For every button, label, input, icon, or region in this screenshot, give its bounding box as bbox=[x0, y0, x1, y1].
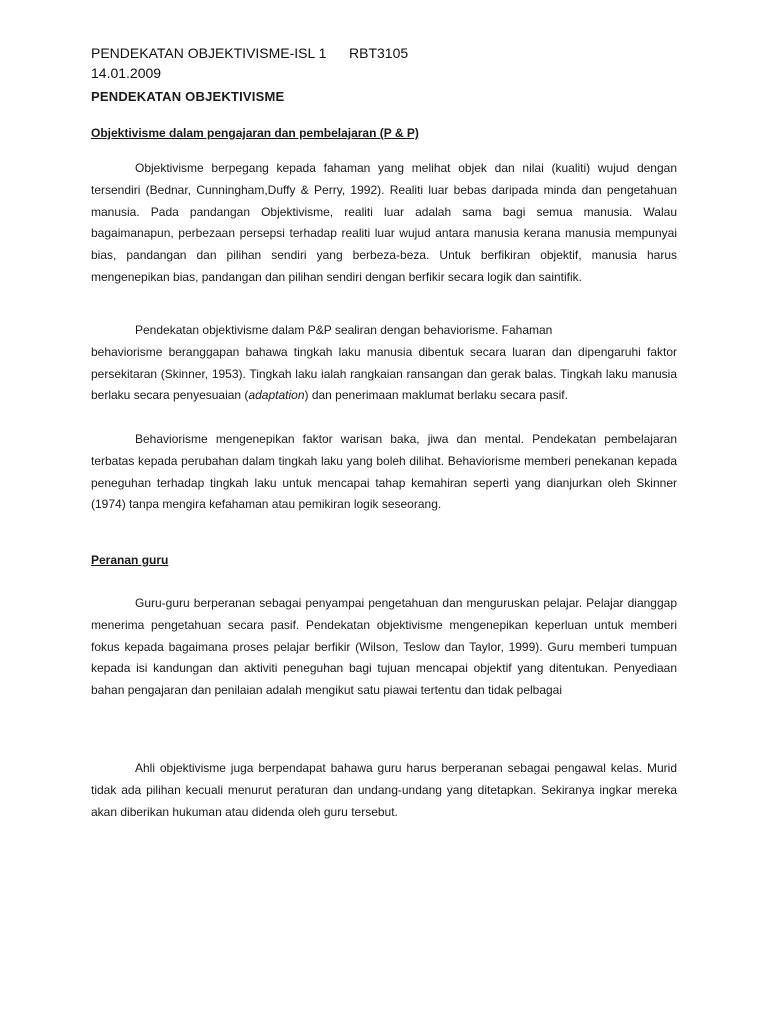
paragraph-3 bbox=[91, 429, 677, 516]
paragraph-3-text: Behaviorisme mengenepikan faktor warisan baka, jiwa dan mental. Pendekatan pembelajaran terbatas kepada perubahan dalam tingkah laku yang boleh dilihat. Behaviorisme memberi penekanan kepada peneguhan terhadap tingkah laku untuk mencapai tahap kemahiran seperti yang dianjurkan oleh Skinner (1974) tanpa mengira kefahaman atau pemikiran logik seseorang. bbox=[91, 432, 677, 512]
header-doc-title: PENDEKATAN OBJEKTIVISME-ISL 1 bbox=[91, 45, 327, 61]
paragraph-2 bbox=[91, 320, 677, 407]
paragraph-1-text: Objektivisme berpegang kepada fahaman yang melihat objek dan nilai (kualiti) wujud dengan tersendiri (Bednar, Cunningham,Duffy & Perry, 1992). Realiti luar bebas daripada minda dan pengetahuan manusia. Pada pandangan Objektivisme, realiti luar adalah sama bagi semua manusia. Walau bagaimanapun, perbezaan persepsi terhadap realiti luar wujud antara manusia kerana manusia mempunyai bias, pandangan dan pilihan sendiri yang berbeza-beza. Untuk berfikiran objektif, manusia harus mengenepikan bias, pandangan dan pilihan sendiri dengan berfikir secara logik dan saintifik. bbox=[91, 161, 677, 284]
paragraph-1 bbox=[91, 158, 677, 289]
paragraph-4 bbox=[91, 593, 677, 702]
paragraph-2-italic: adaptation bbox=[248, 388, 305, 403]
paragraph-2-line1: Pendekatan objektivisme dalam P&P sealiran dengan behaviorisme. Fahaman bbox=[135, 323, 553, 337]
header-date: 14.01.2009 bbox=[91, 65, 162, 81]
header-course-code: RBT3105 bbox=[349, 45, 409, 61]
paragraph-2-text-a: behaviorisme beranggapan bahawa tingkah laku manusia dibentuk secara luaran dan dipengaruhi faktor persekitaran (Skinner, 1953). Tingkah laku ialah rangkaian ransangan dan gerak balas. Tingkah laku manusia berlaku secara penyesuaian ( bbox=[91, 344, 677, 403]
document-title: PENDEKATAN OBJEKTIVISME bbox=[91, 89, 285, 104]
paragraph-5-text: Ahli objektivisme juga berpendapat bahawa guru harus berperanan sebagai pengawal kelas. Murid tidak ada pilihan kecuali menurut peraturan dan undang-undang yang ditetapkan. Sekiranya ingkar mereka akan diberikan hukuman atau didenda oleh guru tersebut. bbox=[91, 761, 677, 819]
paragraph-2-text-b: ) dan penerimaan maklumat berlaku secara pasif. bbox=[304, 388, 568, 403]
section-subtitle: Objektivisme dalam pengajaran dan pembelajaran (P & P) bbox=[91, 126, 419, 140]
header-title-row bbox=[91, 43, 408, 63]
heading-peranan-guru: Peranan guru bbox=[91, 553, 169, 567]
paragraph-4-text: Guru-guru berperanan sebagai penyampai pengetahuan dan menguruskan pelajar. Pelajar dianggap menerima pengetahuan secara pasif. Pendekatan objektivisme mengenepikan keperluan untuk memberi fokus kepada bagaimana proses pelajar berfikir (Wilson, Teslow dan Taylor, 1999). Guru memberi tumpuan kepada isi kandungan dan aktiviti peneguhan bagi tujuan mencapai objektif yang ditentukan. Penyediaan bahan pengajaran dan penilaian adalah mengikut satu piawai tertentu dan tidak pelbagai bbox=[91, 596, 677, 698]
document-header bbox=[91, 43, 408, 83]
paragraph-5 bbox=[91, 758, 677, 823]
